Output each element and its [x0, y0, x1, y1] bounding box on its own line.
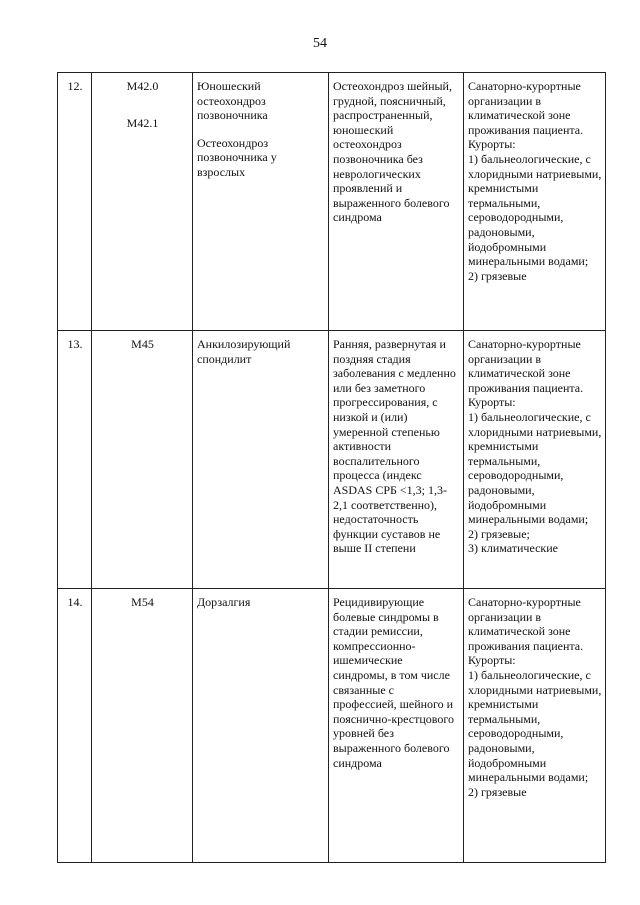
facility-cell	[464, 589, 606, 863]
icd-code: M42.1	[126, 115, 159, 130]
table-row	[58, 589, 606, 863]
table-row	[58, 73, 606, 331]
resorts-label: Курорты:	[468, 653, 516, 668]
diagnosis-cell	[193, 331, 329, 589]
resorts-label: Курорты:	[468, 137, 516, 152]
facility-intro: Санаторно-курортные организации в климатической зоне проживания пациента.	[468, 337, 584, 395]
icd-code-cell	[92, 73, 193, 331]
condition-cell: Ранняя, развернутая и поздняя стадия заболевания с медленно или без заметного прогрессирования, с низкой и (или) умеренной степенью активности воспалительного процесса (индекс ASDAS СРБ <1,3; 1,3-2,1 соответственно), недостаточность функции суставов не выше II степени	[329, 331, 464, 589]
row-number: 12.	[58, 73, 92, 331]
icd-code-cell	[92, 331, 193, 589]
condition-cell: Остеохондроз шейный, грудной, поясничный, распространенный, юношеский остеохондроз позвоночника без неврологических проявлений и выраженного болевого синдрома	[329, 73, 464, 331]
diagnosis-cell	[193, 589, 329, 863]
table-row	[58, 331, 606, 589]
icd-code: M54	[131, 595, 154, 609]
row-number: 14.	[58, 589, 92, 863]
facility-intro: Санаторно-курортные организации в климатической зоне проживания пациента.	[468, 79, 584, 137]
resort-item: 1) бальнеологические, с хлоридными натриевыми, кремнистыми термальными, сероводородными, радоновыми, йодобромными минеральными водами;	[468, 151, 602, 269]
facility-intro: Санаторно-курортные организации в климатической зоне проживания пациента.	[468, 595, 584, 653]
resort-item: 1) бальнеологические, с хлоридными натриевыми, кремнистыми термальными, сероводородными, радоновыми, йодобромными минеральными водами;	[468, 667, 602, 785]
page-number: 54	[313, 36, 327, 51]
diagnosis-cell	[193, 73, 329, 331]
resort-item: 3) климатические	[468, 541, 558, 556]
icd-code: M45	[131, 337, 154, 351]
row-number: 13.	[58, 331, 92, 589]
diagnosis-text: Юношеский остеохондроз позвоночника	[197, 79, 268, 123]
diagnosis-text: Анкилозирующий спондилит	[197, 337, 291, 366]
facility-cell	[464, 331, 606, 589]
facility-cell	[464, 73, 606, 331]
resorts-label: Курорты:	[468, 395, 516, 410]
resort-item: 2) грязевые	[468, 784, 527, 799]
resort-item: 2) грязевые;	[468, 526, 530, 541]
resort-item: 1) бальнеологические, с хлоридными натриевыми, кремнистыми термальными, сероводородными, радоновыми, йодобромными минеральными водами;	[468, 409, 602, 527]
diagnosis-text: Остеохондроз позвоночника у взрослых	[197, 135, 277, 179]
icd-code: M42.0	[126, 79, 159, 93]
treatment-table	[57, 72, 606, 863]
icd-code-cell	[92, 589, 193, 863]
condition-cell: Рецидивирующие болевые синдромы в стадии ремиссии, компрессионно-ишемические синдромы, в том числе связанные с профессией, шейного и пояснично-крестцового уровней без выраженного болевого синдрома	[329, 589, 464, 863]
resort-item: 2) грязевые	[468, 268, 527, 283]
diagnosis-text: Дорзалгия	[197, 595, 251, 609]
